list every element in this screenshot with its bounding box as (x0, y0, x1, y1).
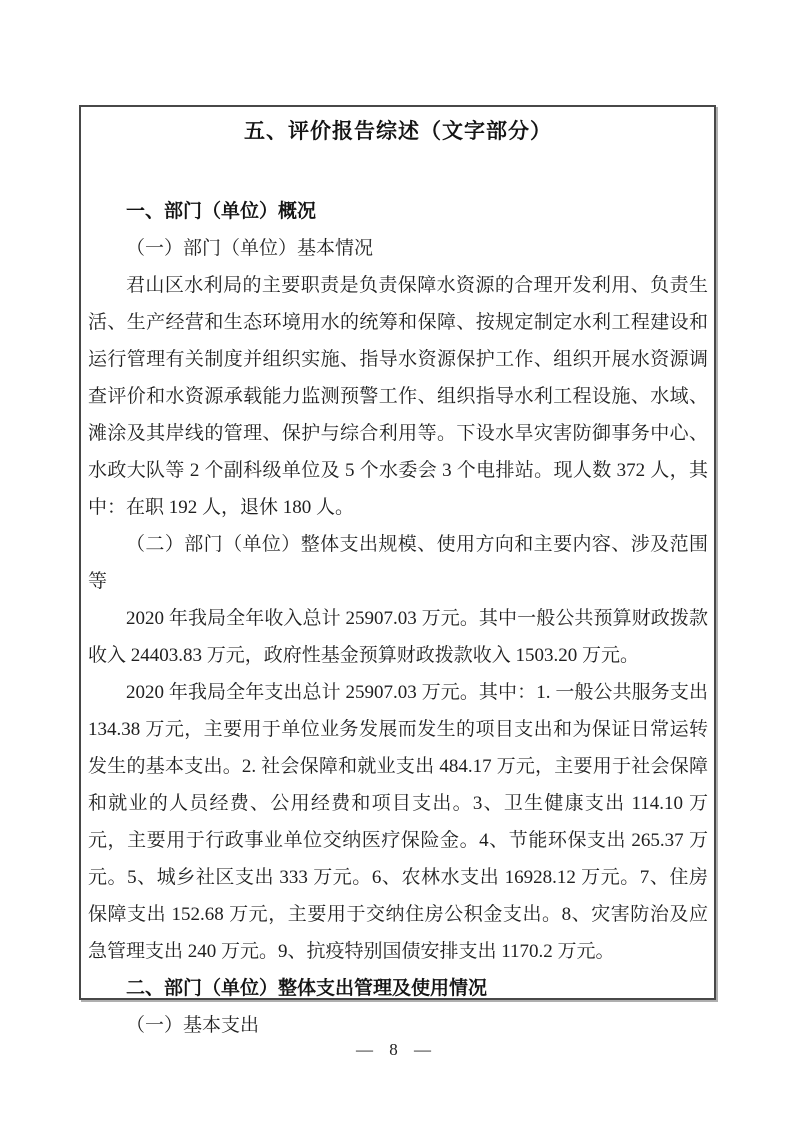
sub-heading-1-2: （二）部门（单位）整体支出规模、使用方向和主要内容、涉及范围等 (88, 534, 708, 592)
sub-heading-1-1: （一）部门（单位）基本情况 (126, 238, 374, 259)
section-heading-1: 一、部门（单位）概况 (126, 201, 317, 222)
body-paragraph-income: 2020 年我局全年收入总计 25907.03 万元。其中一般公共预算财政拨款收入 24403.83 万元，政府性基金预算财政拨款收入 1503.20 万元。 (88, 608, 708, 666)
report-content (88, 193, 708, 1044)
page-number: — 8 — (356, 1040, 437, 1059)
body-paragraph-expenditure: 2020 年我局全年支出总计 25907.03 万元。其中：1. 一般公共服务支出 134.38 万元，主要用于单位业务发展而发生的项目支出和为保证日常运转发生的基本支出。2. 社会保障和就业支出 484.17 万元，主要用于社会保障和就业的人员经费、公用经费和项目支出。3、卫生健康支出 114.10 万元，主要用于行政事业单位交纳医疗保险金。4、节能环保支出 265.37 万元。5、城乡社区支出 333 万元。6、农林水支出 16928.12 万元。7、住房保障支出 152.68 万元，主要用于交纳住房公积金支出。8、灾害防治及应急管理支出 240 万元。9、抗疫特别国债安排支出 1170.2 万元。 (88, 682, 708, 962)
sub-heading-2-1: （一）基本支出 (126, 1015, 260, 1036)
section-heading-2: 二、部门（单位）整体支出管理及使用情况 (126, 978, 488, 999)
report-title: 五、评价报告综述（文字部分） (244, 120, 552, 143)
report-border-box (79, 105, 716, 1036)
body-paragraph-duties: 君山区水利局的主要职责是负责保障水资源的合理开发利用、负责生活、生产经营和生态环境用水的统筹和保障、按规定制定水利工程建设和运行管理有关制度并组织实施、指导水资源保护工作、组织开展水资源调查评价和水资源承载能力监测预警工作、组织指导水利工程设施、水域、滩涂及其岸线的管理、保护与综合利用等。下设水旱灾害防御事务中心、水政大队等 2 个副科级单位及 5 个水委会 3 个电排站。现人数 372 人，其中：在职 192 人，退休 180 人。 (88, 275, 708, 518)
